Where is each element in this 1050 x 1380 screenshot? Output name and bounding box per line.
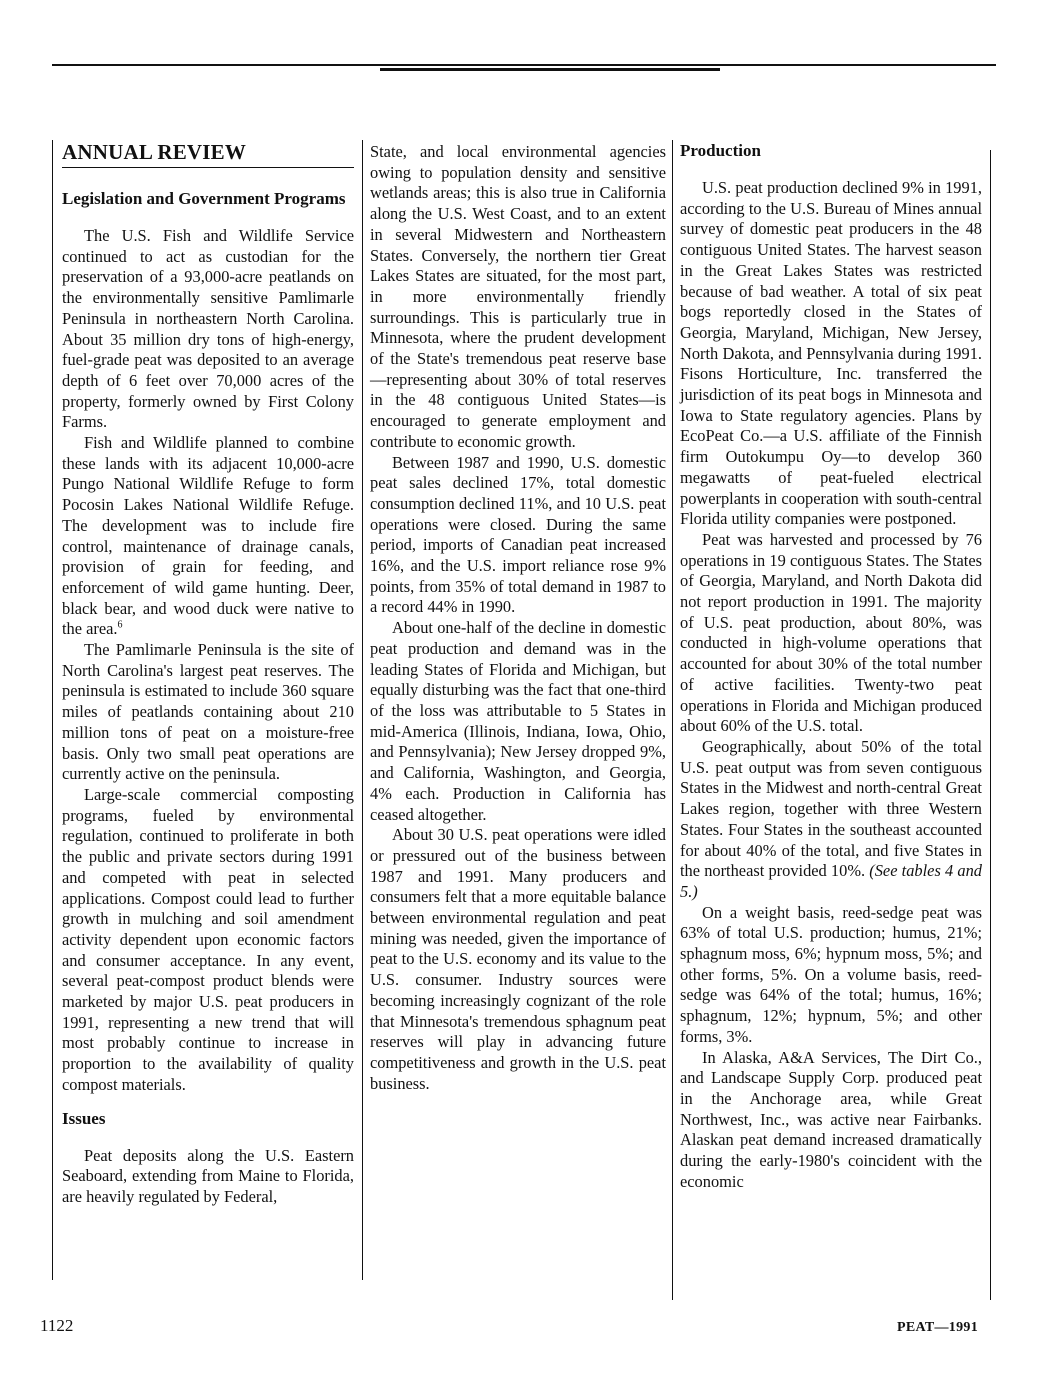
paragraph: Peat deposits along the U.S. Eastern Seaboard, extending from Maine to Florida, are heavily regulated by Federal, bbox=[62, 1145, 354, 1206]
column-3 bbox=[680, 140, 982, 1192]
heading-issues: Issues bbox=[62, 1108, 106, 1128]
paragraph: On a weight basis, reed-sedge peat was 63% of total U.S. production; humus, 21%; sphagnum moss, 6%; hypnum moss, 5%; and other forms, 5%. On a volume basis, reed-sedge was 64% of the total; humus, 16%; sphagnum, 12%; hypnum, 5%; and other forms, 3%. bbox=[680, 902, 982, 1046]
paragraph: The Pamlimarle Peninsula is the site of North Carolina's largest peat reserves. The peninsula is estimated to include 360 square miles of peatlands containing about 210 million tons of peat on a moisture-free basis. Only two small peat operations are currently active on the peninsula. bbox=[62, 640, 354, 784]
paragraph: About 30 U.S. peat operations were idled or pressured out of the business between 1987 and 1991. Many producers and consumers felt that a more equitable balance between environmental regulation and peat mining was needed, given the importance of peat to the U.S. economy and its value to the U.S. consumer. Industry sources were becoming increasingly cognizant of the role that Minnesota's tremendous sphagnum peat reserves will play in advancing future competitiveness and growth in the U.S. peat business. bbox=[370, 825, 666, 1093]
column-1 bbox=[62, 140, 354, 1208]
paragraph: State, and local environmental agencies owing to population density and sensitive wetlands areas; this is also true in California along the U.S. West Coast, and to an extent in several Midwestern and Northeastern States. Conversely, the northern tier Great Lakes States are situated, for the most part, in more environmentally friendly surroundings. This is particularly true in Minnesota, where the prudent development of the State's tremendous peat reserve base—representing about 30% of total reserves in the 48 contiguous United States—is encouraged to generate employment and contribute to economic growth. bbox=[370, 142, 666, 451]
paragraph: The U.S. Fish and Wildlife Service continued to act as custodian for the preservation of a 93,000-acre peatlands on the environmentally sensitive Pamlimarle Peninsula in northeastern North Carolina. About 35 million dry tons of high-energy, fuel-grade peat was deposited to an average depth of 6 feet over 70,000 acres of the property, formerly owned by First Colony Farms. bbox=[62, 226, 354, 432]
column-2 bbox=[370, 142, 666, 1094]
paragraph: Peat was harvested and processed by 76 operations in 19 contiguous States. The States of Georgia, Maryland, and North Dakota did not report production in 1991. The majority of U.S. peat production, about 80%, was conducted in high-volume operations that accounted for about 30% of the total number of active facilities. Twenty-two peat operations in Florida and Michigan produced about 60% of the U.S. total. bbox=[680, 529, 982, 736]
paragraph: U.S. peat production declined 9% in 1991, according to the U.S. Bureau of Mines annual survey of domestic peat producers in the 48 contiguous United States. The harvest season in the Great Lakes States was restricted because of bad weather. A total of six peat bogs reportedly closed in the States of Georgia, Maryland, Michigan, New Jersey, North Dakota, and Pennsylvania during 1991. Fisons Horticulture, Inc. transferred the jurisdiction of its peat bogs in Minnesota and Iowa to State regulatory agencies. Plans by EcoPeat Co.—a U.S. affiliate of the Finnish firm Outokumpu Oy—to develop 360 megawatts of peat-fueled electrical powerplants in cooperation with south-central Florida utility companies were postponed. bbox=[680, 178, 982, 529]
header-rule bbox=[52, 64, 996, 66]
paragraph: Fish and Wildlife planned to combine these lands with its adjacent 10,000-acre Pungo National Wildlife Refuge to form Pocosin Lakes National Wildlife Refuge. The development was to include fire control, maintenance of drainage canals, provision of grain for feeding, and enforcement of wild game hunting. Deer, black bear, and wood duck were native to the area.$^6$ bbox=[62, 433, 354, 639]
page-number: 1122 bbox=[40, 1316, 74, 1335]
paragraph: Large-scale commercial composting programs, fueled by environmental regulation, continued to proliferate in both the public and private sectors during 1991 and competed with peat in selected applications. Compost could lead to further growth in mulching and soil amendment activity dependent upon economic factors and consumer acceptance. In any event, several peat-compost product blends were marketed by major U.S. peat producers in 1991, representing a new trend that will most probably continue to increase in proportion to the availability of quality compost materials. bbox=[62, 784, 354, 1094]
paragraph: Between 1987 and 1990, U.S. domestic peat sales declined 17%, total domestic consumption declined 11%, and 10 U.S. peat operations were closed. During the same period, imports of Canadian peat increased 16%, and the U.S. import reliance rose 9% points, from 35% of total demand in 1987 to a record 44% in 1990. bbox=[370, 452, 666, 617]
table-reference: (See tables 4 and 5.) bbox=[680, 861, 982, 901]
paragraph: In Alaska, A&A Services, The Dirt Co., and Landscape Supply Corp. produced peat in the Anchorage area, while Great Northwest, Inc., was active near Fairbanks. Alaskan peat demand increased dramatically during the early-1980's coincident with the economic bbox=[680, 1047, 982, 1191]
column-rule-mid1 bbox=[362, 140, 363, 1280]
header-rule-accent bbox=[380, 68, 720, 71]
paragraph: Geographically, about 50% of the total U.S. peat output was from seven contiguous States in the Midwest and north-central Great Lakes region, together with three Western States. Four States in the southeast accounted for about 40% of the total, and five States in the northeast provided 10%. (See tables 4 and 5.) bbox=[680, 736, 982, 901]
running-footer: PEAT—1991 bbox=[897, 1320, 978, 1335]
column-rule-mid2 bbox=[672, 140, 673, 1300]
heading-production: Production bbox=[680, 141, 761, 160]
column-rule-right bbox=[990, 150, 991, 1300]
section-title: ANNUAL REVIEW bbox=[62, 140, 354, 168]
paragraph: About one-half of the decline in domestic peat production and demand was in the leading States of Florida and Michigan, but equally disturbing was the fact that one-third of the loss was attributable to 5 States in mid-America (Illinois, Indiana, Iowa, Ohio, and Pennsylvania); New Jersey dropped 9%, and California, Washington, and Georgia, 4% each. Production in California has ceased altogether. bbox=[370, 618, 666, 824]
column-rule-left bbox=[52, 140, 53, 1280]
footnote-ref: 6 bbox=[117, 619, 123, 631]
heading-legislation: Legislation and Government Programs bbox=[62, 189, 346, 208]
